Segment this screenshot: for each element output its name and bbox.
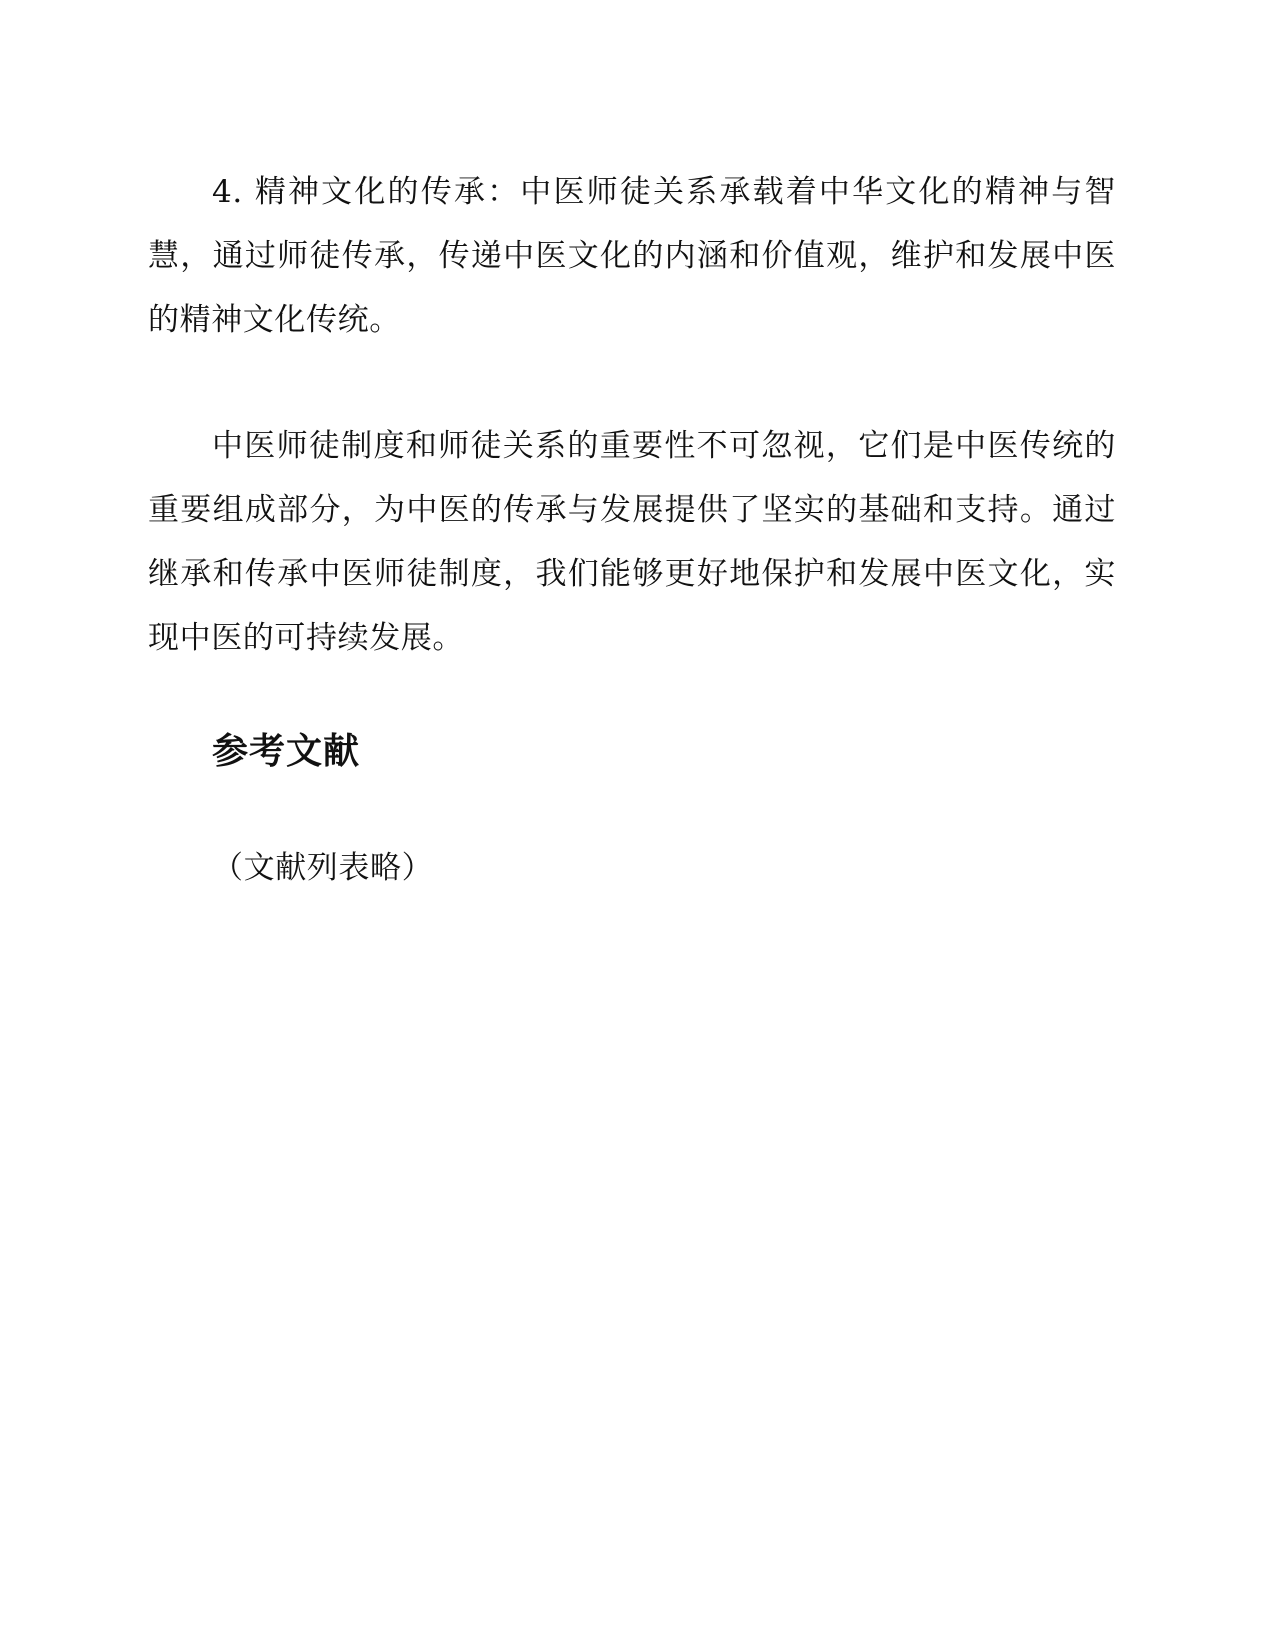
paragraph-conclusion: 中医师徒制度和师徒关系的重要性不可忽视，它们是中医传统的重要组成部分，为中医的传承与发展提供了坚实的基础和支持。通过继承和传承中医师徒制度，我们能够更好地保护和发展中医文化，实现中医的可持续发展。 [148, 428, 1116, 656]
references-heading: 参考文献 [212, 731, 361, 772]
page-content [148, 160, 1116, 900]
paragraph-spiritual-culture: 4. 精神文化的传承：中医师徒关系承载着中华文化的精神与智慧，通过师徒传承，传递中医文化的内涵和价值观，维护和发展中医的精神文化传统。 [148, 174, 1116, 338]
references-note: （文献列表略） [212, 850, 434, 886]
